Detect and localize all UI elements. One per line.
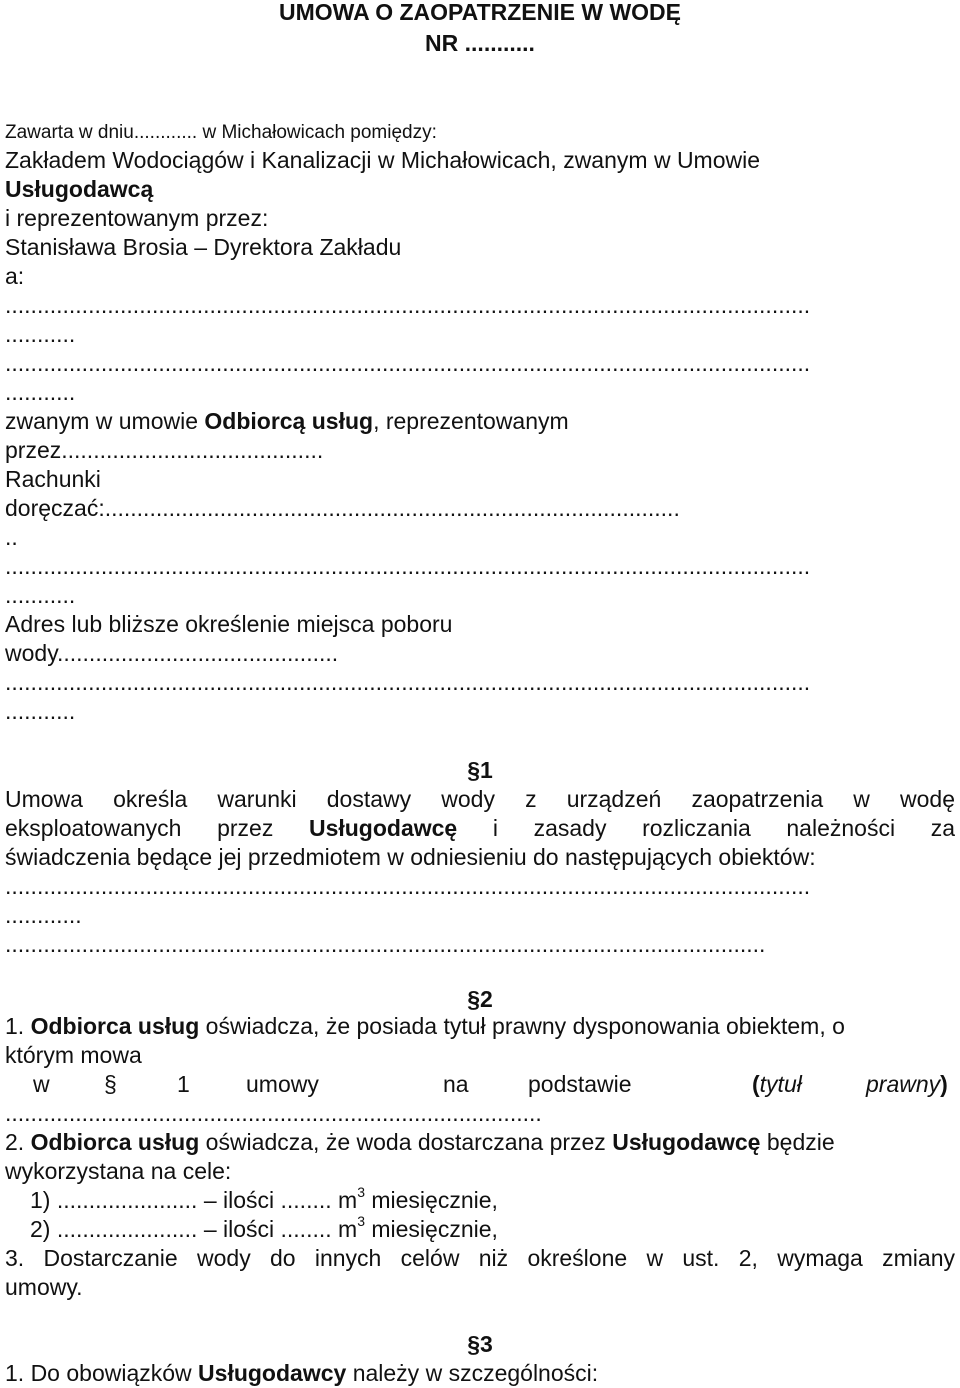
section-2-item-2 xyxy=(30,1215,960,1244)
party2-line xyxy=(5,407,955,436)
section-3-heading: §3 xyxy=(467,1331,493,1357)
s2-p1-num: 1. xyxy=(5,1013,31,1039)
party2-name: Odbiorcą usług xyxy=(204,408,374,434)
party2-suffix: , reprezentowanym xyxy=(373,408,569,434)
section-1-line-2 xyxy=(5,814,955,843)
party1-line: Zakładem Wodociągów i Kanalizacji w Michałowicach, zwanym w Umowie xyxy=(5,147,761,173)
section-1-line-3: świadczenia będące jej przedmiotem w odniesieniu do następujących obiektów: xyxy=(5,844,816,870)
s2-paren-close: ) xyxy=(940,1071,948,1097)
section-1-heading: §1 xyxy=(467,757,493,783)
s2-p1-rest: oświadcza, że posiada tytuł prawny dysponowania obiektem, o xyxy=(199,1013,845,1039)
s2-tytul-word: tytuł xyxy=(759,1071,802,1097)
representative-line: Stanisława Brosia – Dyrektora Zakładu xyxy=(5,234,402,260)
s2-prawny xyxy=(866,1070,948,1099)
section-1-dots-1: .............................................................................................................................. xyxy=(5,873,811,899)
represented-by-line: i reprezentowanym przez: xyxy=(5,205,269,231)
section-2-number: 2 xyxy=(480,986,493,1012)
s2-podstawie: podstawie xyxy=(528,1071,632,1097)
s3-p1-a: 1. Do obowiązków xyxy=(5,1360,199,1386)
s2-p2-bold2: Usługodawcę xyxy=(612,1129,761,1155)
s2-na: na xyxy=(443,1071,469,1097)
section-2-p3-line-1: 3. Dostarczanie wody do innych celów niż określone w ust. 2, wymaga zmiany xyxy=(5,1245,955,1271)
s2-item2-text: 2) ...................... – ilości ........ m xyxy=(30,1216,358,1242)
deliver-line: doręczać:.......................................................................................... xyxy=(5,495,680,521)
party2-prefix: zwanym w umowie xyxy=(5,408,205,434)
s2-item1-exp: 3 xyxy=(357,1186,365,1201)
address-label: Adres lub bliższe określenie miejsca poboru xyxy=(5,611,453,637)
water-dots-1: .............................................................................................................................. xyxy=(5,669,811,695)
s2-p2-mid: oświadcza, że woda dostarczana przez xyxy=(199,1129,613,1155)
water-line: wody............................................ xyxy=(5,640,339,666)
s2-one: 1 xyxy=(177,1071,190,1097)
section-2-p1-line-2: którym mowa xyxy=(5,1042,142,1068)
section-1-line-1: Umowa określa warunki dostawy wody z urządzeń zaopatrzenia w wodę xyxy=(5,786,955,812)
deliver-dots-1: .. xyxy=(5,524,18,550)
party2-dots-3: .............................................................................................................................. xyxy=(5,350,811,376)
s2-tytul xyxy=(752,1070,802,1099)
section-sign: § xyxy=(104,1071,117,1097)
section-2-p1-dots: .................................................................................... xyxy=(5,1100,542,1126)
section-2-p2-line-1 xyxy=(5,1128,955,1157)
s1-l2-c: i zasady rozliczania należności za xyxy=(457,815,955,841)
section-2-p3-line-2: umowy. xyxy=(5,1274,83,1300)
s2-item1-text: 1) ...................... – ilości ........ m xyxy=(30,1187,358,1213)
s2-p2-end: będzie xyxy=(760,1129,835,1155)
deliver-dots-3: ........... xyxy=(5,582,76,608)
deliver-dots-2: .............................................................................................................................. xyxy=(5,553,811,579)
s2-item1-monthly: miesięcznie, xyxy=(364,1187,498,1213)
s2-item2-monthly: miesięcznie, xyxy=(364,1216,498,1242)
water-dots-2: ........... xyxy=(5,698,76,724)
section-1-dots-3: ....................................................................................................................... xyxy=(5,931,766,957)
bills-label: Rachunki xyxy=(5,466,101,492)
s2-w: w xyxy=(33,1071,50,1097)
section-3-line-1 xyxy=(5,1359,955,1388)
s3-p1-bold: Usługodawcy xyxy=(198,1360,347,1386)
section-1-dots-2: ............ xyxy=(5,902,82,928)
s2-prawny-word: prawny xyxy=(866,1071,941,1097)
document-title: UMOWA O ZAOPATRZENIE W WODĘ xyxy=(278,0,682,25)
section-2-heading: §2 xyxy=(467,986,493,1012)
party2-dots-2: ........... xyxy=(5,321,76,347)
s2-umowy: umowy xyxy=(246,1071,319,1097)
s1-l2-b: Usługodawcę xyxy=(308,815,458,841)
section-2-p2-line-2: wykorzystana na cele: xyxy=(5,1158,232,1184)
party2-by-line: przez......................................... xyxy=(5,437,324,463)
section-3-number: 3 xyxy=(480,1331,493,1357)
section-2-item-1 xyxy=(30,1186,960,1215)
s2-p1-bold: Odbiorca usług xyxy=(30,1013,200,1039)
s2-p2-bold: Odbiorca usług xyxy=(30,1129,200,1155)
s3-p1-b: należy w szczególności: xyxy=(346,1360,599,1386)
and-line: a: xyxy=(5,263,25,289)
s2-p2-num: 2. xyxy=(5,1129,31,1155)
section-2-p1-line-1 xyxy=(5,1012,955,1041)
section-1-number: 1 xyxy=(480,757,493,783)
contract-number: NR ........... xyxy=(425,30,535,56)
s2-paren-open: ( xyxy=(752,1071,760,1097)
party2-dots-1: .............................................................................................................................. xyxy=(5,292,811,318)
s2-item2-exp: 3 xyxy=(357,1215,365,1230)
party2-dots-4: ........... xyxy=(5,379,76,405)
party1-name: Usługodawcą xyxy=(5,176,154,202)
concluded-date-line: Zawarta w dniu............ w Michałowicach pomiędzy: xyxy=(5,122,437,143)
s1-l2-a: eksploatowanych przez xyxy=(5,815,309,841)
